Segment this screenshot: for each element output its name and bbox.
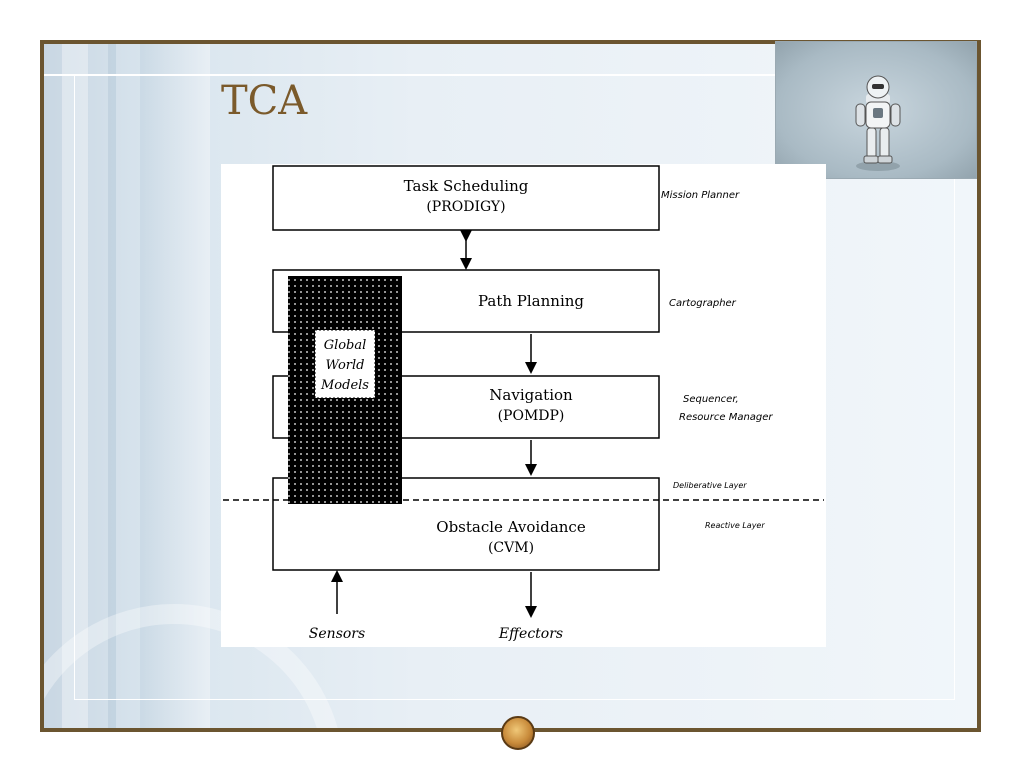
io-effectors: Effectors <box>498 626 564 642</box>
module-nav-sublabel: (POMDP) <box>497 408 565 424</box>
slide-title: TCA <box>221 78 308 124</box>
module-obstacle-sublabel: (CVM) <box>487 540 535 556</box>
role-mission-planner: Mission Planner <box>661 190 740 201</box>
module-nav-label: Navigation <box>489 386 573 404</box>
world-model-label-1: Global <box>323 338 367 353</box>
module-obstacle-label: Obstacle Avoidance <box>436 518 586 536</box>
role-cartographer: Cartographer <box>669 298 736 309</box>
module-path-label: Path Planning <box>477 292 585 310</box>
role-resource-manager: Resource Manager <box>679 412 773 423</box>
robot-figure <box>776 42 976 178</box>
module-box-task <box>273 166 659 230</box>
tca-diagram-svg <box>221 164 826 647</box>
seal-medallion <box>501 716 535 750</box>
module-task-sublabel: (PRODIGY) <box>426 199 506 215</box>
role-sequencer: Sequencer, <box>683 394 739 405</box>
world-model-label-2: World <box>325 358 365 373</box>
module-task-label: Task Scheduling <box>403 177 529 195</box>
layer-deliberative: Deliberative Layer <box>673 481 747 490</box>
robot-photo <box>776 42 976 178</box>
tca-diagram <box>221 164 826 647</box>
layer-reactive: Reactive Layer <box>705 521 765 530</box>
io-sensors: Sensors <box>308 626 366 642</box>
world-model-label-3: Models <box>321 378 369 393</box>
